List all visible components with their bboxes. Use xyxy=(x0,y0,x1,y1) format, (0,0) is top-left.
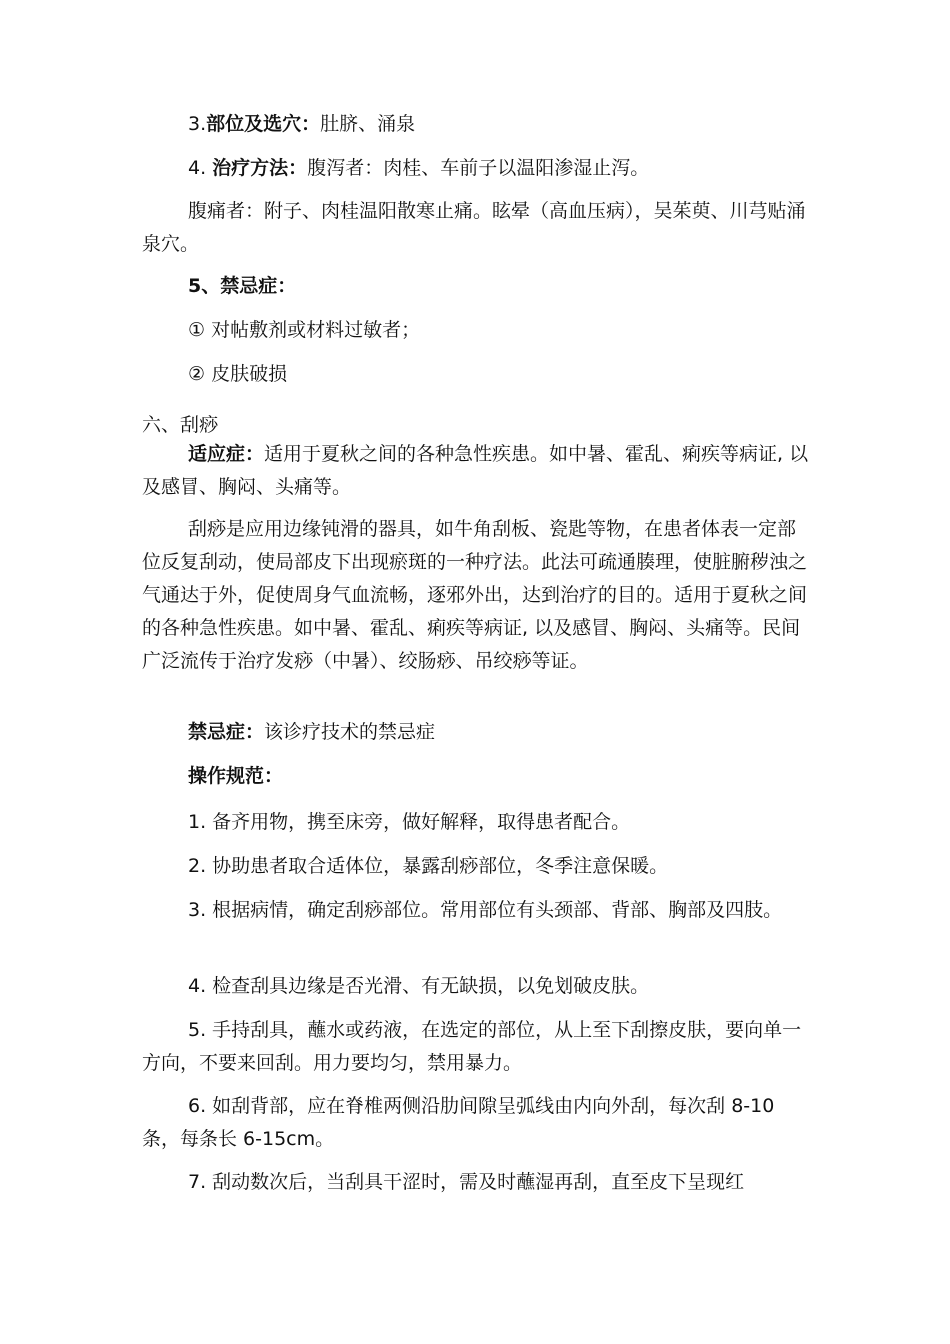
paragraph-text: 腹痛者：附子、肉桂温阳散寒止痛。眩晕（高血压病），吴茱萸、川芎贴涌泉穴。 xyxy=(142,200,806,255)
guasha-description-paragraph xyxy=(142,513,814,678)
step-text: 4. 检查刮具边缘是否光滑、有无缺损，以免划破皮肤。 xyxy=(188,975,650,997)
step-text: 1. 备齐用物，携至床旁，做好解释，取得患者配合。 xyxy=(188,811,631,833)
heading-text: 六、刮痧 xyxy=(142,414,219,436)
step-text: 7. 刮动数次后，当刮具干涩时，需及时蘸湿再刮，直至皮下呈现红 xyxy=(188,1171,745,1193)
contraindication-item-1 xyxy=(142,314,814,347)
item-number: 4. xyxy=(188,157,213,179)
step-text: 5. 手持刮具，蘸水或药液，在选定的部位，从上至下刮擦皮肤，要向单一方向，不要来回刮。用力要均匀，禁用暴力。 xyxy=(142,1019,802,1074)
item-text: 适用于夏秋之间的各种急性疾患。如中暑、霍乱、痢疾等病证, 以及感冒、胸闷、头痛等。 xyxy=(142,443,809,498)
contraindications-paragraph xyxy=(142,716,814,749)
step-7 xyxy=(142,1166,814,1199)
paragraph-text: 刮痧是应用边缘钝滑的器具，如牛角刮板、瓷匙等物，在患者体表一定部位反复刮动，使局部皮下出现瘀斑的一种疗法。此法可疏通腠理，使脏腑秽浊之气通达于外，促使周身气血流畅，逐邪外出，达到治疗的目的。适用于夏秋之间的各种急性疾患。如中暑、霍乱、痢疾等病证, 以及感冒、胸闷、头痛等。民间广泛流传于治疗发痧（中暑）、绞肠痧、吊绞痧等证。 xyxy=(142,518,808,672)
step-6 xyxy=(142,1090,814,1156)
step-text: 3. 根据病情，确定刮痧部位。常用部位有头颈部、背部、胸部及四肢。 xyxy=(188,899,783,921)
item-label: 适应症： xyxy=(188,443,265,465)
step-text: 2. 协助患者取合适体位，暴露刮痧部位，冬季注意保暖。 xyxy=(188,855,669,877)
list-item-text: ② 皮肤破损 xyxy=(188,363,288,385)
step-4 xyxy=(142,970,814,1003)
item-text: 腹泻者：肉桂、车前子以温阳渗湿止泻。 xyxy=(307,157,650,179)
abdominal-pain-paragraph xyxy=(142,195,814,261)
section-5-contraindications xyxy=(142,270,814,303)
step-5 xyxy=(142,1014,814,1080)
item-label: 操作规范： xyxy=(188,765,284,787)
list-item-text: ① 对帖敷剂或材料过敏者； xyxy=(188,319,421,341)
section-3-point-selection xyxy=(142,108,814,141)
item-label: 部位及选穴： xyxy=(206,113,321,135)
item-text: 肚脐、涌泉 xyxy=(320,113,416,135)
step-3 xyxy=(142,894,814,927)
step-2 xyxy=(142,850,814,883)
item-label: 5、禁忌症： xyxy=(188,275,297,297)
operation-spec-heading xyxy=(142,760,814,793)
item-number: 3. xyxy=(188,113,207,135)
step-text: 6. 如刮背部，应在脊椎两侧沿肋间隙呈弧线由内向外刮，每次刮 8-10 条，每条长 6-15cm。 xyxy=(142,1095,775,1150)
step-1 xyxy=(142,806,814,839)
item-text: 该诊疗技术的禁忌症 xyxy=(264,721,436,743)
indications-paragraph xyxy=(142,438,814,504)
item-label: 禁忌症： xyxy=(188,721,265,743)
item-label: 治疗方法： xyxy=(212,157,308,179)
contraindication-item-2 xyxy=(142,358,814,391)
section-4-treatment-method xyxy=(142,152,814,185)
